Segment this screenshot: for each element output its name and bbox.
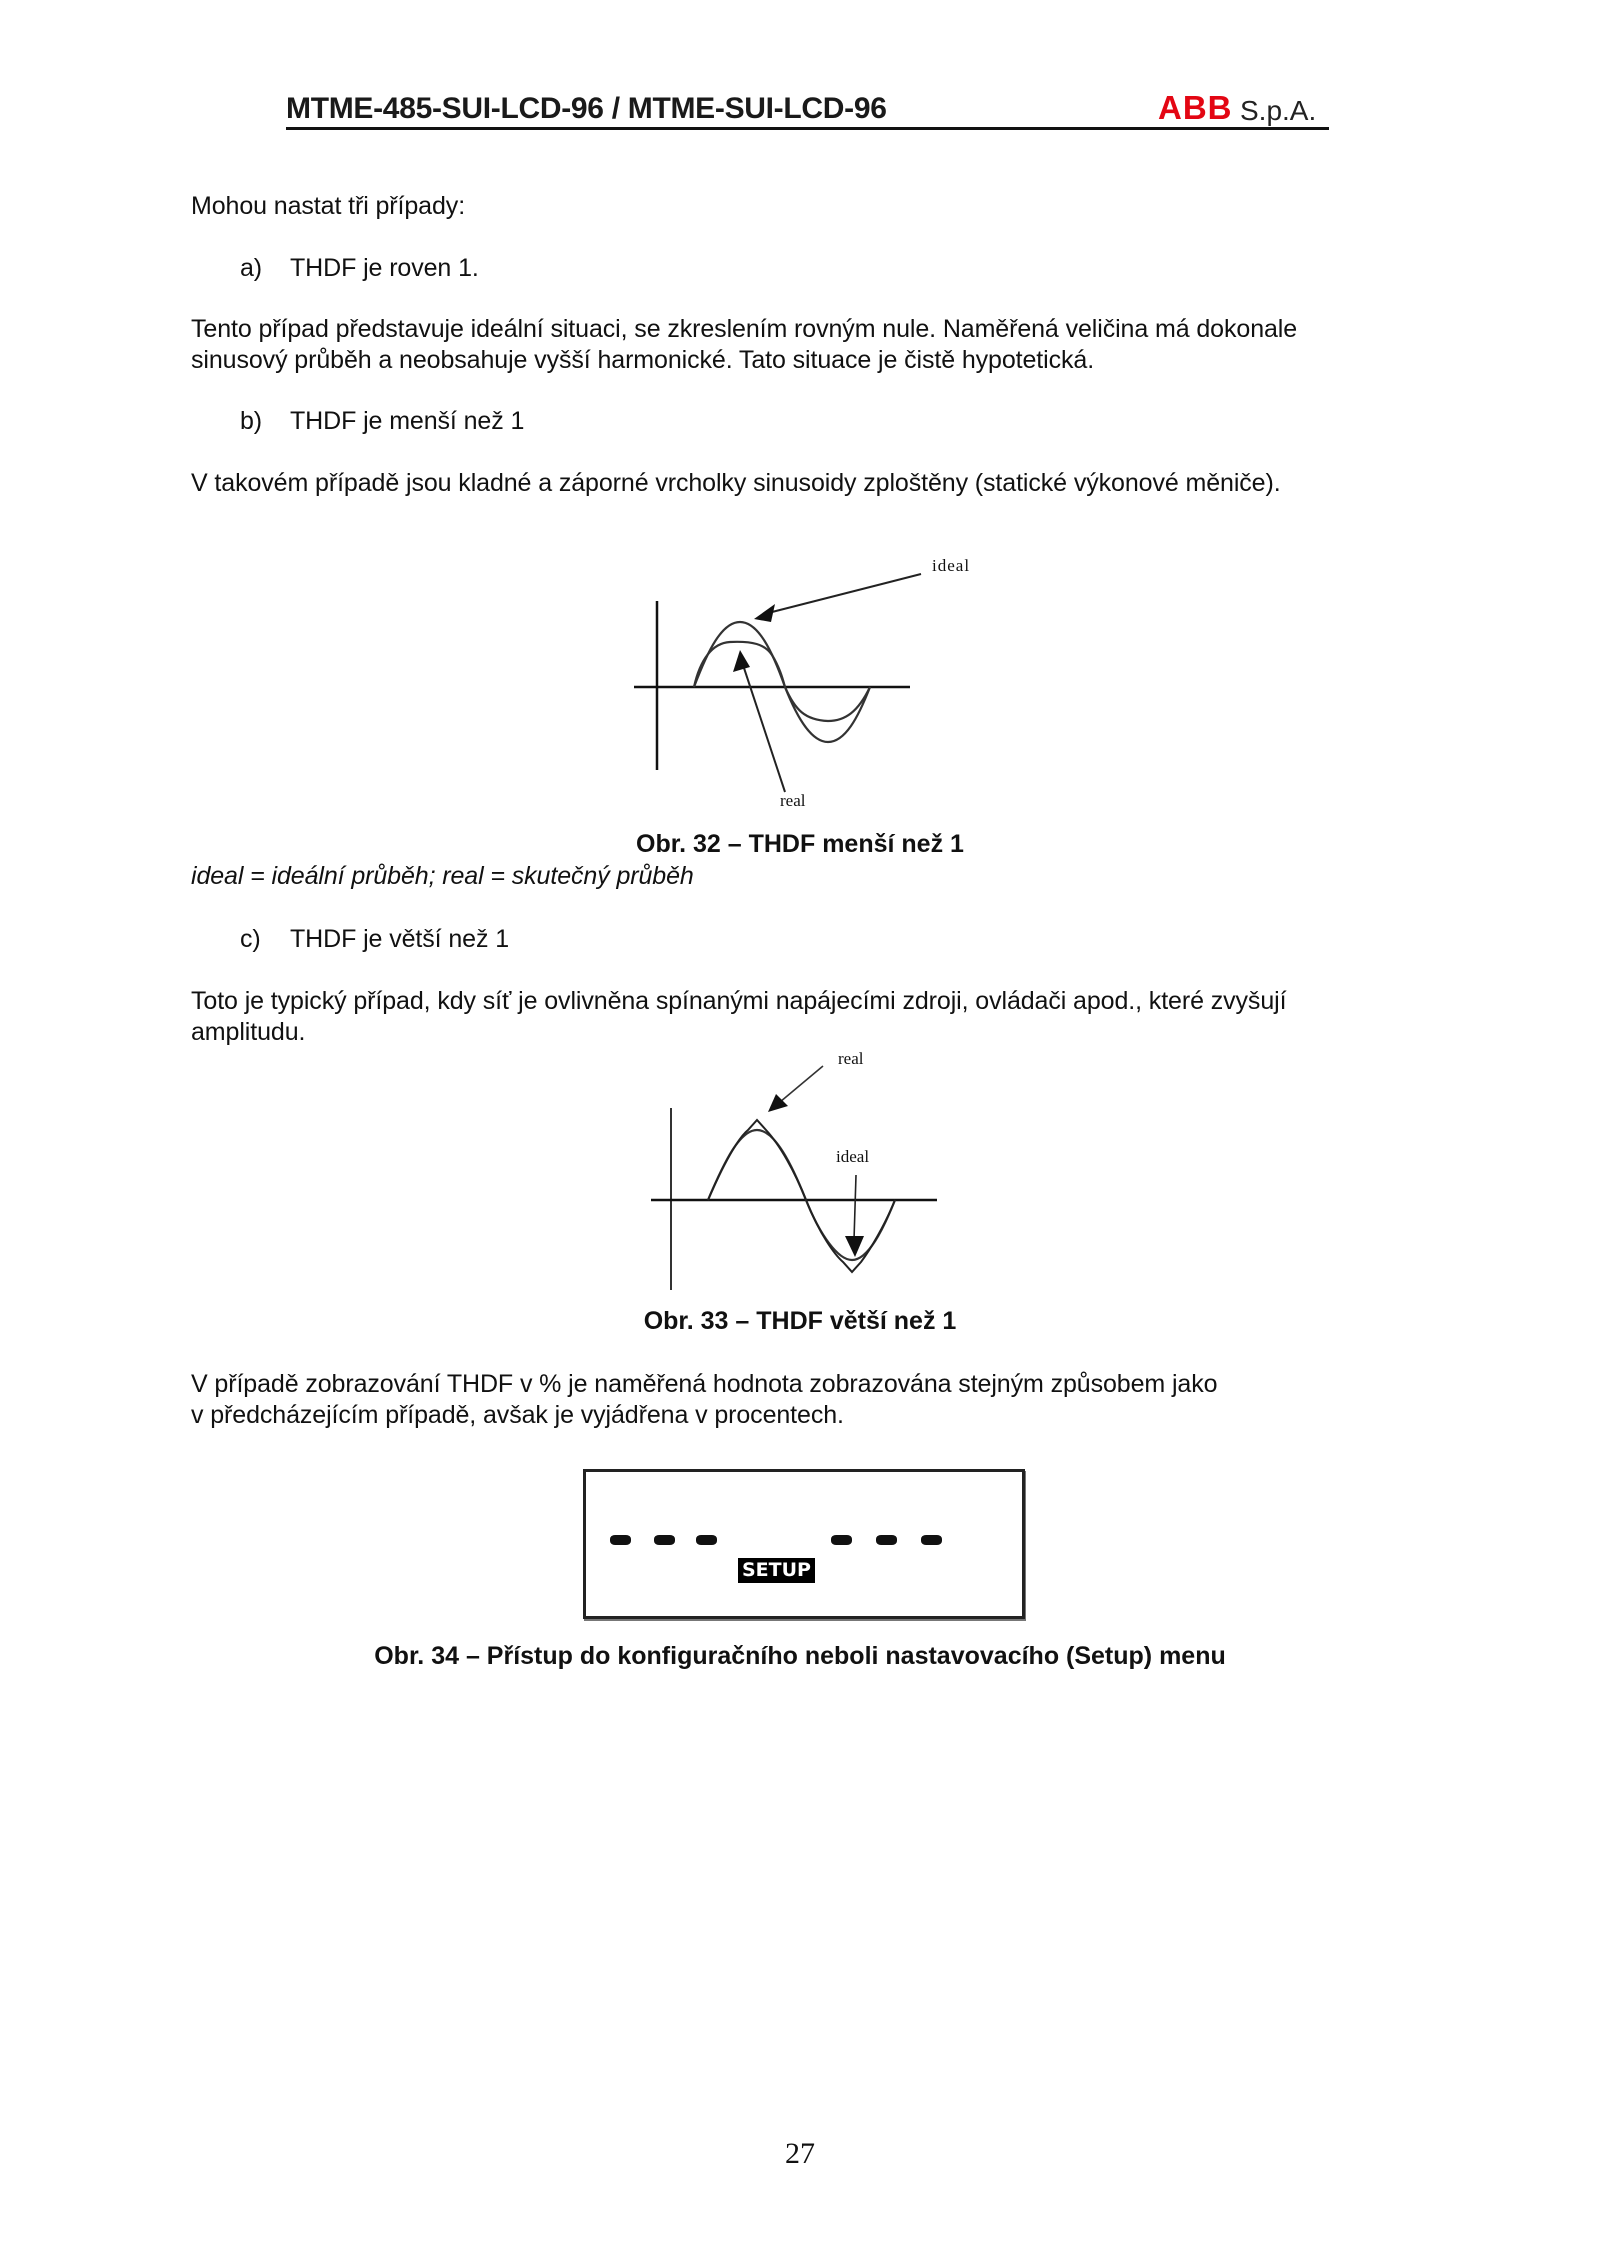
paragraph-line: v předcházejícím případě, avšak je vyjádřena v procentech.: [191, 1401, 844, 1429]
real-pointer-line: [780, 1066, 823, 1102]
ideal-waveform: [694, 622, 870, 742]
dash-segment: [921, 1535, 942, 1545]
paragraph-line: V případě zobrazování THDF v % je naměřená hodnota zobrazována stejným způsobem jako: [191, 1370, 1218, 1398]
list-item-label: THDF je větší než 1: [290, 925, 509, 953]
figure-32: [634, 556, 970, 810]
ideal-arrowhead-icon: [754, 604, 775, 622]
list-marker: a): [240, 254, 263, 282]
ideal-pointer-line: [854, 1175, 856, 1240]
lcd-display: [583, 1469, 1025, 1619]
paragraph-line: Tento případ představuje ideální situaci, se zkreslením rovným nule. Naměřená veličina má dokonale: [191, 315, 1298, 343]
paragraph-line: sinusový průběh a neobsahuje vyšší harmonické. Tato situace je čistě hypotetická.: [191, 346, 1095, 374]
figure-33-caption: Obr. 33 – THDF větší než 1: [643, 1307, 957, 1335]
real-arrowhead-icon: [733, 650, 750, 672]
document-title: MTME-485-SUI-LCD-96 / MTME-SUI-LCD-96: [286, 92, 887, 125]
dash-segment: [831, 1535, 852, 1545]
list-item-label: THDF je menší než 1: [290, 407, 525, 435]
dash-segment: [876, 1535, 897, 1545]
list-item-label: THDF je roven 1.: [290, 254, 479, 282]
page-number: 27: [785, 2137, 815, 2170]
real-arrowhead-icon: [768, 1094, 788, 1112]
list-marker: c): [240, 925, 261, 953]
dash-segment: [696, 1535, 717, 1545]
paragraph-line: amplitudu.: [191, 1018, 306, 1046]
real-waveform: [708, 1120, 895, 1272]
label-ideal: ideal: [836, 1147, 870, 1166]
figure-32-legend: ideal = ideální průběh; real = skutečný průběh: [191, 862, 694, 890]
dash-segment: [654, 1535, 675, 1545]
dash-segment: [610, 1535, 631, 1545]
label-ideal: ideal: [932, 556, 971, 575]
abb-logo: ABB: [1158, 89, 1233, 126]
real-pointer-line: [743, 665, 785, 792]
setup-badge: SETUP: [738, 1558, 815, 1583]
ideal-arrowhead-icon: [845, 1236, 864, 1257]
paragraph-line: V takovém případě jsou kladné a záporné vrcholky sinusoidy zploštěny (statické výkonové měniče).: [191, 469, 1281, 497]
label-real: real: [780, 791, 806, 810]
list-marker: b): [240, 407, 263, 435]
figure-34-caption: Obr. 34 – Přístup do konfiguračního neboli nastavovacího (Setup) menu: [374, 1642, 1226, 1670]
company-suffix: S.p.A.: [1240, 95, 1317, 126]
label-real: real: [838, 1049, 864, 1068]
figure-33: [651, 1049, 937, 1290]
paragraph-line: Toto je typický případ, kdy síť je ovlivněna spínanými napájecími zdroji, ovládači apod., které zvyšují: [191, 987, 1287, 1015]
intro-paragraph: Mohou nastat tři případy:: [191, 192, 466, 220]
ideal-pointer-line: [772, 574, 921, 612]
figure-32-caption: Obr. 32 – THDF menší než 1: [636, 830, 964, 858]
